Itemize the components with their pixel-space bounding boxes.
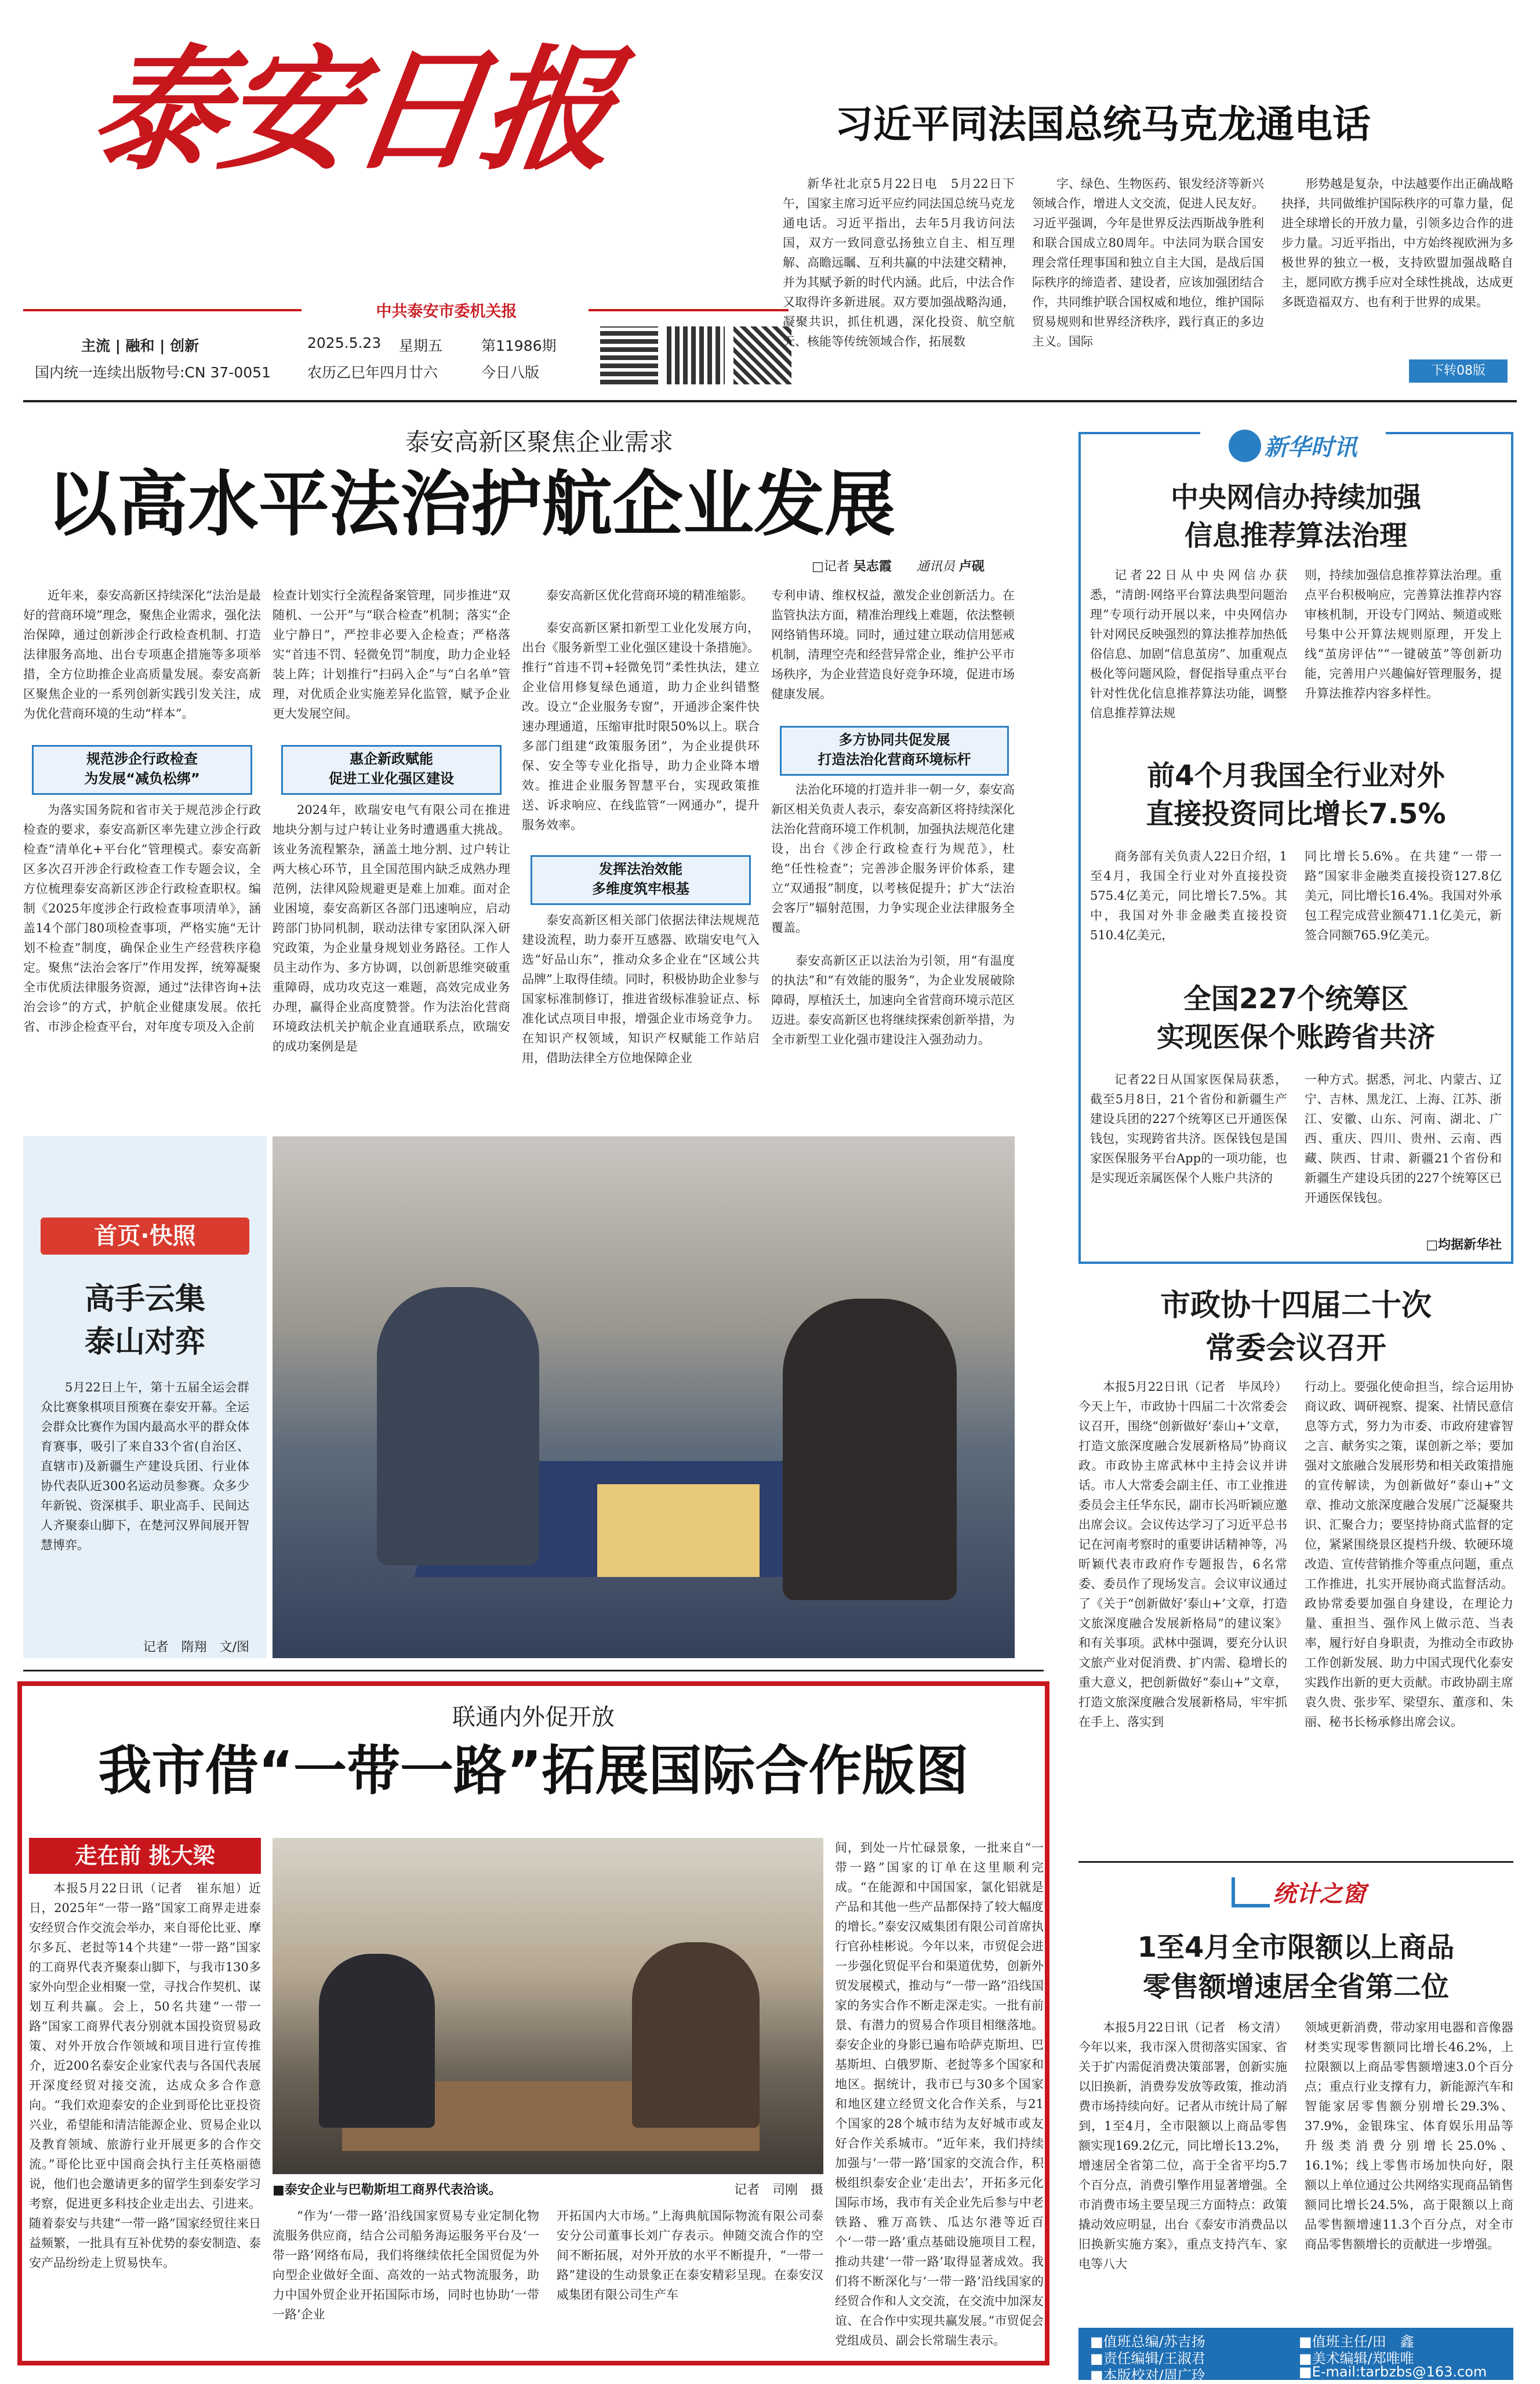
- player-right: [783, 1299, 957, 1600]
- belt-headline[interactable]: 我市借“一带一路”拓展国际合作版图: [98, 1740, 969, 1802]
- feature-column-3c: 泰安高新区相关部门依据法律法规规范建设流程，助力泰开互感器、欧瑞安电气入选“好品山东”，推动众多企业在“区域公共品牌”上取得佳绩。同时，积极协助企业参与国家标准制修订，推进省级标准验证点、标准化试点项目申报，增强企业市场竞争力。在知识产权领域，知识产权赋能工作站启用，借助法律全方位地保障企业: [522, 913, 760, 1065]
- cn-number: 国内统一连续出版物号:CN 37-0051: [35, 364, 271, 381]
- xinhua-item3-col2: 一种方式。据悉，河北、内蒙古、辽宁、吉林、黑龙江、上海、江苏、浙江、安徽、山东、河南、湖北、广西、重庆、四川、贵州、云南、西藏、陕西、甘肃、新疆21个省份和新疆生产建设兵团的227个统筹区已开通医保钱包。: [1305, 1073, 1502, 1205]
- art-editor: ■美术编辑/郑唯唯: [1299, 2350, 1414, 2367]
- issue-number: 第11986期: [481, 337, 557, 354]
- correspondent-prefix: 通讯员: [916, 559, 955, 574]
- snapshot-title[interactable]: 高手云集 泰山对弈: [84, 1282, 205, 1360]
- xinhua-item2-title[interactable]: 前4个月我国全行业对外 直接投资同比增长7.5%: [1146, 759, 1446, 830]
- lead-column-3: 形势越是复杂，中法越要作出正确战略抉择，共同做维护国际秩序的可靠力量，促进全球增长的开放力量，引领多边合作的进步力量。习近平指出，中方始终视欧洲为多极世界的独立一极，支持欧盟加强战略自主，愿同欧方携手应对全球性挑战，达成更多既造福双方、也有利于世界的成果。: [1281, 177, 1513, 309]
- belt-column-1: 本报5月22日讯（记者 崔东旭）近日，2025年“一带一路”国家工商界走进泰安经贸合作交流会举办，来自哥伦比亚、摩尔多瓦、老挝等14个共建“一带一路”国家的工商界代表齐聚泰山脚下，与我市130多家外向型企业相聚一堂，寻找合作契机、谋划互利共赢。会上，50名共建“一带一路”国家工商界代表分别就本国投资贸易政策、对外开放合作领域和项目进行宣传推介，近200名泰安企业家代表与各国代表展开深度经贸对接交流，达成众多合作意向。“我们欢迎泰安的企业到哥伦比亚投资兴业，希望能和清洁能源企业、贸易企业以及教育领域、旅游行业开展更多的合作交流。”哥伦比亚中国商会执行主任英格丽德说，他们也会邀请更多的留学生到泰安学习考察，促进更多科技企业走出去、引进来。随着泰安与共建“一带一路”国家经贸往来日益频繁，一批具有互补优势的泰安制造、泰安产品纷纷走上贸易快车。: [29, 1881, 261, 2270]
- publisher-line: 中共泰安市委机关报: [376, 303, 517, 321]
- staff-credits: [1078, 2328, 1513, 2383]
- slogan: 主流 | 融和 | 创新: [81, 337, 199, 354]
- feature-subhead-2: 惠企新政赋能 促进工业化强区建设: [281, 745, 502, 795]
- qr-code-icon[interactable]: [667, 326, 725, 384]
- feature-column-2a: 检查计划实行全流程备案管理，同步推进“双随机、一公开”与“联合检查”机制；落实“企业宁静日”，严控非必要入企检查；严格落实“首违不罚、轻微免罚”制度，助力企业轻装上阵；计划推行“扫码入企”与“白名单”管理，对优质企业实施差异化监管，赋予企业更大发展空间。: [273, 588, 510, 721]
- chief-editor: ■值班总编/苏吉扬: [1090, 2334, 1205, 2350]
- mid-divider-left: [23, 1670, 1044, 1671]
- stats-label-text: 统计之窗: [1273, 1881, 1366, 1907]
- feature-column-3a: 泰安高新区优化营商环境的精准缩影。: [546, 588, 753, 602]
- feature-column-1b: 为落实国务院和省市关于规范涉企行政检查的要求，泰安高新区率先建立涉企行政检查“清单化+平台化”管理模式。泰安高新区多次召开涉企行政检查工作专题会议，全方位梳理泰安高新区涉企行政检查职权。编制《2025年度涉企行政检查事项清单》，涵盖14个部门80项检查事项，严格实施“无计划不检查”制度，确保企业生产经营秩序稳定。聚焦“法治会客厅”作用发挥，统筹凝聚全市优质法律服务资源，通过“法律咨询+法治会诊”的方式，护航企业健康发展。依托省、市涉企检查平台，对年度专项及入企前: [23, 803, 261, 1034]
- xinhua-item2-col2: 同比增长5.6%。在共建“一带一路”国家非金融类直接投资127.8亿美元，同比增长16.4%。我国对外承包工程完成营业额471.1亿美元，新签合同额765.9亿美元。: [1305, 849, 1502, 942]
- xinhua-label: [1200, 429, 1386, 470]
- xinhua-item1-col2: 则，持续加强信息推荐算法治理。重点平台积极响应，完善算法推荐内容审核机制，开设专门网站、频道或账号集中公开算法规则原理，开发上线“茧房评估”“一键破茧”等创新功能，完善用户兴趣偏好管理服务，提升算法推荐内容多样性。: [1305, 568, 1502, 700]
- feature-column-4c: 泰安高新区正以法治为引领，用“有温度的执法”和“有效能的服务”，为企业发展破除障碍，厚植沃土，加速向全省营商环境示范区迈进。泰安高新区也将继续探索创新举措，为全市新型工业化强市建设注入强劲动力。: [771, 954, 1015, 1046]
- right-divider: [1078, 1861, 1513, 1863]
- lunar-date: 农历乙巳年四月廿六: [307, 364, 438, 381]
- masthead-rule-right: [589, 309, 789, 311]
- byline-prefix: □记者: [812, 559, 849, 574]
- snapshot-credit: 记者 隋翔 文/图: [143, 1640, 249, 1655]
- cppcc-column-2: 行动上。要强化使命担当，综合运用协商议政、调研视察、提案、社情民意信息等方式，努力为市委、市政府建睿智之言、献务实之策，谋创新之举；要加强对文旅融合发展形势和相关政策措施的宣传解读，为创新做好“泰山+”文章、推动文旅深度融合发展广泛凝聚共识、汇聚合力；要坚持协商式监督的定位，紧紧围绕景区提档升级、软硬环境改造、宣传营销推介等重点问题，重点工作推进，扎实开展协商式监督活动。政协常委要加强自身建设，在理论力量、重担当、强作风上做示范、当表率，履行好自身职责，为推动全市政协工作创新发展、助力中国式现代化泰安实践作出新的更大贡献。市政协副主席袁久贵、张步军、梁望东、董彦和、朱丽、秘书长杨承修出席会议。: [1305, 1380, 1513, 1729]
- top-divider: [23, 400, 1517, 402]
- feature-column-4b: 法治化环境的打造并非一朝一夕，泰安高新区相关负责人表示，泰安高新区将持续深化法治化营商环境工作机制，加强执法规范化建设，出台《涉企行政检查行为规范》，杜绝“任性检查”；完善涉企服务评价体系，建立“双通报”制度，以考核促提升；扩大“法治会客厅”辐射范围，力争实现企业法律服务全覆盖。: [771, 783, 1015, 935]
- xinhua-item3-col1: 记者22日从国家医保局获悉，截至5月8日，21个省份和新疆生产建设兵团的227个统筹区已开通医保钱包，实现跨省共济。医保钱包是国家医保服务平台App的一项功能，也是实现近亲属医保个人账户共济的: [1090, 1073, 1287, 1185]
- email[interactable]: ■E-mail:tarbzbs@163.com: [1299, 2364, 1487, 2380]
- lead-headline[interactable]: 习近平同法国总统马克龙通电话: [835, 102, 1371, 147]
- qr-code-icon[interactable]: [600, 326, 658, 384]
- chessboard: [597, 1484, 760, 1577]
- newspaper-title: 泰安日报: [82, 32, 623, 188]
- weekday: 星期五: [399, 337, 443, 354]
- belt-column-4: 间，到处一片忙碌景象，一批来自“一带一路”国家的订单在这里顺利完成。“在能源和中国国家，氯化铝就是产品和其他一些产品都保持了较大幅度的增长。”泰安汉威集团有限公司首席执行官孙桂彬说。今年以来，市贸促会进一步强化贸促平台和渠道优势，创新外贸发展模式，推动与“一带一路”沿线国家的务实合作不断走深走实。一批有前景、有潜力的贸易合作项目相继落地。泰安企业的身影已遍布哈萨克斯坦、巴基斯坦、白俄罗斯、老挝等多个国家和地区。据统计，我市已与30多个国家和地区建立经贸文化合作关系，与21个国家的28个城市结为友好城市或友好合作关系城市。“近年来，我们持续加强与‘一带一路’国家的交流合作，积极组织泰安企业‘走出去’，开拓多元化国际市场，我市有关企业先后参与中老铁路、雅万高铁、瓜达尔港等近百个‘一带一路’重点基础设施项目工程，推动共建‘一带一路’取得显著成效。我们将不断深化与‘一带一路’沿线国家的经贸合作和人文交流，在交流中加深友谊、在合作中实现共赢发展。”市贸促会党组成员、副会长常瑞生表示。: [835, 1841, 1044, 2347]
- stats-column-1: 本报5月22日讯（记者 杨文清）今年以来，我市深入贯彻落实国家、省关于扩内需促消费决策部署，创新实施以旧换新，消费券发放等政策，推动消费市场持续向好。记者从市统计局了解到，1至4月，全市限额以上商品零售额实现169.2亿元，同比增长13.2%，增速居全省第二位，高于全省平均5.7个百分点，消费引擎作用显著增强。全市消费市场主要呈现三方面特点：政策撬动效应明显，出台《泰安市消费品以旧换新实施方案》，重点支持汽车、家电等八大: [1078, 2020, 1287, 2271]
- cppcc-title[interactable]: 市政协十四届二十次 常委会议召开: [1160, 1288, 1432, 1366]
- belt-photo[interactable]: [273, 1838, 823, 2174]
- feature-subhead-3: 多方协同共促发展 打造法治化营商环境标杆: [780, 726, 1009, 776]
- player-left: [377, 1287, 539, 1565]
- belt-tag: 走在前 挑大梁: [29, 1838, 261, 1874]
- feature-column-4a: 专利申请、维权权益，激发企业创新活力。在监管执法方面，精准治理线上难题，依法整顿网络销售环境。同时，通过建立联动信用惩戒机制，清理空壳和经营异常企业，维护公平市场秩序，为企业营造良好竞争环境，促进市场健康发展。: [771, 588, 1015, 701]
- cppcc-column-1: 本报5月22日讯（记者 毕凤玲）今天上午，市政协十四届二十次常委会议召开，围绕“创新做好‘泰山+’文章，打造文旅深度融合发展新格局”协商议政。市政协主席武林中主持会议并讲话。市人大常委会副主任、市工业推进委员会主任华东民，副市长冯昕颖应邀出席会议。会议传达学习了习近平总书记在河南考察时的重要讲话精神等，冯昕颖代表市政府作专题报告，6名常委、委员作了现场发言。会议审议通过了《关于“创新做好‘泰山+’文章，打造文旅深度融合发展新格局”的建议案》和有关事项。武林中强调，要充分认识文旅产业对促消费、扩内需、稳增长的重大意义，把创新做好“泰山+”文章，打造文旅深度融合发展新格局，牢牢抓在手上、落实到: [1078, 1380, 1287, 1729]
- stats-label: [1189, 1876, 1409, 1916]
- delegate-right: [632, 1942, 760, 2128]
- xinhua-logo-icon: [1229, 430, 1261, 462]
- reporter-name: 吴志霞: [853, 559, 892, 574]
- page-count: 今日八版: [481, 364, 540, 381]
- feature-byline: [812, 557, 1055, 575]
- xinhua-label-text: 新华时讯: [1264, 434, 1357, 461]
- snapshot-label: 首页·快照: [41, 1218, 249, 1255]
- belt-kicker: 联通内外促开放: [452, 1704, 615, 1731]
- info-bar: [23, 326, 812, 390]
- lead-column-2: 字、绿色、生物医药、银发经济等新兴领域合作，增进人文交流，促进人民友好。习近平强调，今年是世界反法西斯战争胜利和联合国成立80周年。中法同为联合国安理会常任理事国和独立自主大国，是战后国际秩序的缔造者、建设者，应该加强团结合作，共同维护联合国权威和地位，维护国际贸易规则和世界经济秩序，践行真正的多边主义。国际: [1032, 177, 1264, 348]
- belt-column-2: “作为‘一带一路’沿线国家贸易专业定制化物流服务供应商，结合公司船务海运服务平台及‘一带一路’网络布局，我们将继续依托全国贸促为外向型企业做好全面、高效的一站式物流服务，助力中国外贸企业开拓国际市场，同时也协助‘一带一路’企业: [273, 2209, 539, 2321]
- photo-credit: 记者 司刚 摄: [733, 2183, 823, 2197]
- stats-chart-icon: [1232, 1877, 1270, 1907]
- correspondent-name: 卢砚: [958, 559, 985, 574]
- snapshot-body: 5月22日上午，第十五届全运会群众比赛象棋项目预赛在泰安开幕。全运会群众比赛作为国内最高水平的群众体育赛事，吸引了来自33个省(自治区、直辖市)及新疆生产建设兵团、行业体协代表队近300名运动员参赛。众多少年新锐、资深棋手、职业高手、民间达人齐聚泰山脚下，在楚河汉界间展开智慧博弈。: [41, 1380, 249, 1552]
- stats-title[interactable]: 1至4月全市限额以上商品 零售额增速居全省第二位: [1137, 1931, 1455, 2003]
- caption-text: ■泰安企业与巴勒斯坦工商界代表洽谈。: [273, 2183, 502, 2197]
- delegate-left: [319, 1954, 435, 2128]
- masthead-logo: [23, 23, 623, 290]
- belt-photo-caption: [273, 2180, 823, 2198]
- lead-column-1: 新华社北京5月22日电 5月22日下午，国家主席习近平应约同法国总统马克龙通电话。习近平指出，去年5月我访问法国，双方一致同意弘扬独立自主、相互理解、高瞻远瞩、互利共赢的中法建交精神，并为其赋予新的时代内涵。此后，中法合作又取得许多新进展。双方要加强战略沟通，凝聚共识，抓住机遇，深化投资、航空航天、核能等传统领域合作，拓展数: [783, 177, 1015, 348]
- proofreader: ■本版校对/周广玲: [1090, 2367, 1205, 2383]
- chess-photo[interactable]: [273, 1136, 1015, 1658]
- xinhua-item1-col1: 记者22日从中央网信办获悉，“清朗·网络平台算法典型问题治理”专项行动开展以来，中央网信办针对网民反映强烈的算法推荐加热低俗信息、加剧“信息茧房”、加重观点极化等问题风险，督促指导重点平台针对性优化信息推荐算法功能，调整信息推荐算法规: [1090, 568, 1287, 720]
- xinhua-credit: □均据新华社: [1426, 1238, 1502, 1252]
- issue-date: 2025.5.23: [307, 335, 382, 351]
- xinhua-item1-title[interactable]: 中央网信办持续加强 信息推荐算法治理: [1170, 481, 1421, 552]
- xinhua-item2-col1: 商务部有关负责人22日介绍，1至4月，我国全行业对外直接投资575.4亿美元，同比增长7.5%。其中，我国对外非金融类直接投资510.4亿美元，: [1090, 849, 1287, 942]
- feature-column-2b: 2024年，欧瑞安电气有限公司在推进地块分割与过户转让业务时遭遇重大挑战。该业务流程繁杂，涵盖土地分割、过户转让两大核心环节，且全国范围内缺乏成熟办理范例，法律风险规避更是难上加难。面对企业困境，泰安高新区各部门迅速响应，启动跨部门协同机制，联动法律专家团队深入研究政策，为企业量身规划业务路径。工作人员主动作为、多方协调，以创新思维突破重重障碍，成功攻克这一难题，高效完成业务办理，赢得企业高度赞誉。作为法治化营商环境政法机关护航企业直通联系点，欧瑞安的成功案例是是: [273, 803, 510, 1053]
- masthead-rule-left: [23, 309, 302, 311]
- continued-badge[interactable]: 下转08版: [1409, 359, 1508, 383]
- responsible-editor: ■责任编辑/王淑君: [1090, 2350, 1205, 2367]
- feature-headline[interactable]: 以高水平法治护航企业发展: [46, 463, 895, 546]
- feature-kicker: 泰安高新区聚焦企业需求: [405, 428, 673, 456]
- feature-column-3b: 泰安高新区紧扣新型工业化发展方向，出台《服务新型工业化强区建设十条措施》。推行“首违不罚+轻微免罚”柔性执法，建立企业信用修复绿色通道，助力企业纠错整改。设立“企业服务专窗”，开通涉企案件快速办理通道，压缩审批时限50%以上。联合多部门组建“政策服务团”，为企业提供环保、安全等专业化指导，助力企业降本增效。推进企业服务智慧平台，实现政策推送、诉求响应、在线监管“一网通办”，提升服务效率。: [522, 621, 760, 832]
- belt-column-3: 开拓国内大市场。”上海典航国际物流有限公司泰安分公司董事长刘广存表示。伸随交流合作的空间不断拓展，对外开放的水平不断提升，“一带一路”建设的生动景象正在泰安精彩呈现。在泰安汉威集团有限公司生产车: [557, 2209, 823, 2302]
- xinhua-item3-title[interactable]: 全国227个统筹区 实现医保个账跨省共济: [1156, 983, 1435, 1053]
- feature-subhead-1: 规范涉企行政检查 为发展“减负松绑”: [32, 745, 252, 795]
- feature-subhead-4: 发挥法治效能 多维度筑牢根基: [531, 855, 751, 905]
- stats-column-2: 领域更新消费，带动家用电器和音像器材类实现零售额同比增长46.2%，上拉限额以上商品零售额增速3.0个百分点；重点行业支撑有力，新能源汽车和智能家居零售额分别增长29.3%、37.9%，金银珠宝、体育娱乐用品等升级类消费分别增长25.0%、16.1%；线上零售市场加快向好，限额以上单位通过公共网络实现商品销售额同比增长24.5%，高于限额以上商品零售额增速11.3个百分点，对全市商品零售额增长的贡献进一步增强。: [1305, 2020, 1513, 2251]
- duty-director: ■值班主任/田 鑫: [1299, 2334, 1414, 2350]
- feature-column-1a: 近年来，泰安高新区持续深化“法治是最好的营商环境”理念，聚焦企业需求，强化法治保障，通过创新涉企行政检查机制、打造法律服务高地、出台专项惠企措施等多项举措，全方位助推企业高质量发展。泰安高新区聚焦企业的一系列创新实践引发关注，成为优化营商环境的生动“样本”。: [23, 588, 261, 721]
- snapshot-panel: [23, 1136, 267, 1658]
